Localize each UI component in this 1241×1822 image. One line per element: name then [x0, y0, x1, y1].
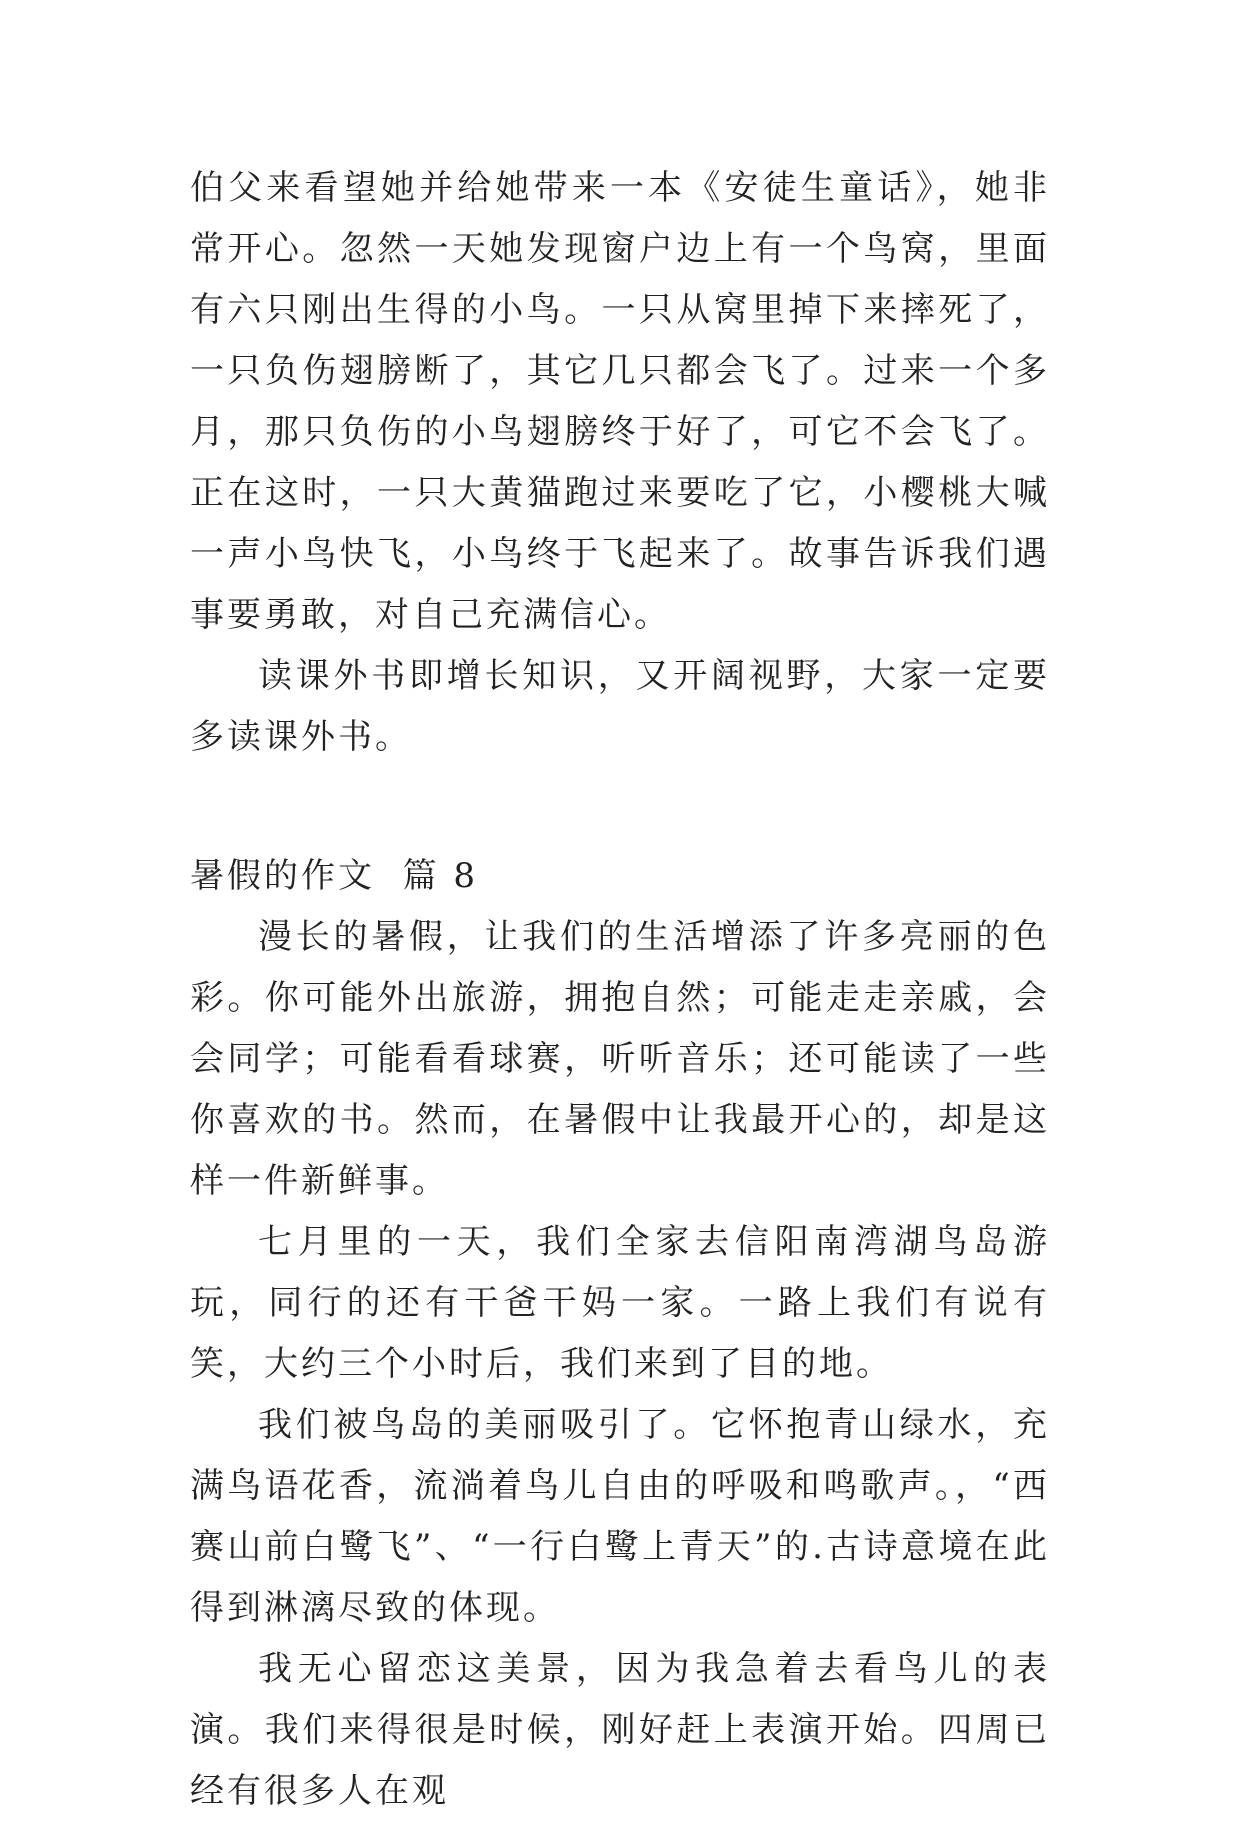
paragraph-trip-start: 七月里的一天，我们全家去信阳南湾湖鸟岛游玩，同行的还有干爸干妈一家。一路上我们有说有笑，大约三个小时后，我们来到了目的地。: [190, 1222, 1050, 1384]
paragraph-story-summary: 伯父来看望她并给她带来一本《安徒生童话》，她非常开心。忽然一天她发现窗户边上有一个鸟窝，里面有六只刚出生得的小鸟。一只从窝里掉下来摔死了，一只负伤翅膀断了，其它几只都会飞了。过来一个多月，那只负伤的小鸟翅膀终于好了，可它不会飞了。正在这时，一只大黄猫跑过来要吃了它，小樱桃大喊一声小鸟快飞，小鸟终于飞起来了。故事告诉我们遇事要勇敢，对自己充满信心。: [190, 168, 1050, 635]
paragraph-bird-island: 我们被鸟岛的美丽吸引了。它怀抱青山绿水，充满鸟语花香，流淌着鸟儿自由的呼吸和鸣歌声。，“西赛山前白鹭飞”、“一行白鹭上青天”的.古诗意境在此得到淋漓尽致的体现。: [190, 1405, 1050, 1628]
section-spacer: [190, 768, 1050, 846]
section-heading: 暑假的作文 篇 8: [190, 856, 479, 896]
paragraph-bird-show: 我无心留恋这美景，因为我急着去看鸟儿的表演。我们来得很是时候，刚好赶上表演开始。四周已经有很多人在观: [190, 1649, 1050, 1811]
paragraph-reading-advice: 读课外书即增长知识，又开阔视野，大家一定要多读课外书。: [190, 656, 1050, 757]
paragraph-summer-intro: 漫长的暑假，让我们的生活增添了许多亮丽的色彩。你可能外出旅游，拥抱自然；可能走走亲戚，会会同学；可能看看球赛，听听音乐；还可能读了一些你喜欢的书。然而，在暑假中让我最开心的，却是这样一件新鲜事。: [190, 917, 1050, 1201]
document-body: [190, 158, 1050, 1822]
